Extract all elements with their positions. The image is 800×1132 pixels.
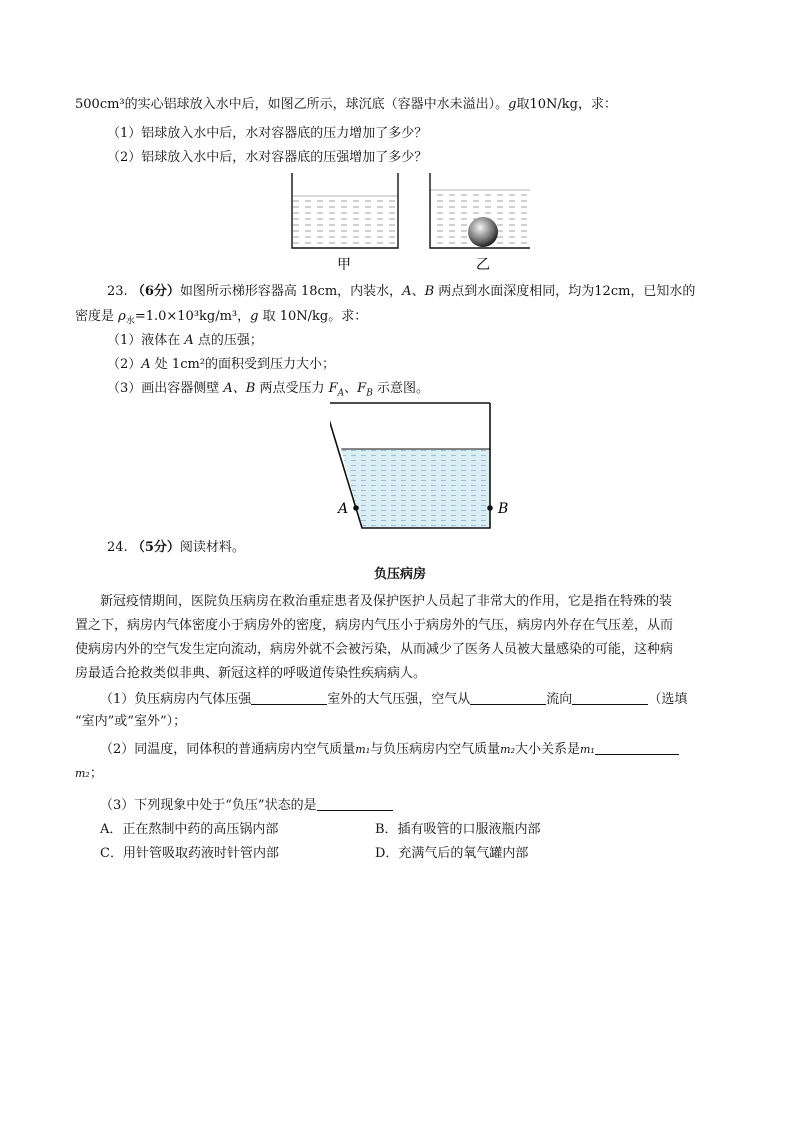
q24-para-line2: 置之下，病房内气体密度小于病房外的密度，病房内气压小于病房外的气压，病房内外存在气压差，从而 bbox=[75, 618, 674, 633]
q23-sub3-c: 示意图。 bbox=[372, 381, 429, 396]
q23-stem-text: 如图所示梯形容器高 18cm，内装水， bbox=[179, 284, 403, 299]
point-a bbox=[353, 505, 359, 511]
q23-sub1 bbox=[107, 331, 263, 351]
water-body bbox=[341, 449, 490, 528]
q22-figure bbox=[280, 168, 530, 278]
q24-option-a[interactable]: A．正在熬制中药的高压锅内部 bbox=[100, 822, 279, 837]
q22-g-value: 取10N/kg，求： bbox=[516, 97, 617, 112]
q23-g-value: 取 10N/kg。求： bbox=[258, 309, 368, 324]
q24-sub1-d: （选填 bbox=[648, 692, 688, 707]
q24-sub2-a: （2）同温度，同体积的普通病房内空气质量 bbox=[100, 742, 356, 757]
label-a: A bbox=[338, 501, 349, 517]
blank-1[interactable] bbox=[251, 690, 327, 705]
q23-sub3-F2: F bbox=[357, 381, 367, 396]
container-jia bbox=[292, 173, 398, 248]
q24-number: 24. bbox=[107, 540, 128, 555]
q24-sub1-c: 流向 bbox=[546, 692, 573, 707]
q24-m1: m₁ bbox=[355, 743, 371, 756]
q23-figure bbox=[330, 398, 520, 538]
q24-sub3 bbox=[100, 796, 393, 816]
q24-points: （5分） bbox=[131, 540, 180, 555]
q22-intro-text: 的实心铝球放入水中后，如图乙所示，球沉底（容器中水未溢出）。 bbox=[124, 97, 509, 112]
aluminum-ball bbox=[468, 217, 498, 247]
q24-option-b[interactable]: B．插有吸管的口服液瓶内部 bbox=[375, 822, 541, 837]
q22-sub1: （1）铝球放入水中后，水对容器底的压力增加了多少？ bbox=[107, 126, 428, 141]
q23-sub3-F: F bbox=[328, 381, 338, 396]
q23-g: g bbox=[250, 309, 259, 324]
fig-label-jia: 甲 bbox=[337, 257, 351, 273]
q23-number: 23. bbox=[107, 284, 128, 299]
q24-sub2 bbox=[100, 740, 679, 760]
q23-sub3-b: 两点受压力 bbox=[255, 381, 329, 396]
q24-para-line3: 使病房内外的空气发生定向流动，病房外就不会被污染，从而减少了医务人员被大量感染的可能，这种病 bbox=[75, 642, 674, 657]
q22-volume: 500cm³ bbox=[75, 97, 125, 112]
q23-stem-text2: 两点到水面深度相同，均为12cm，已知水的 bbox=[434, 284, 696, 299]
blank-4[interactable] bbox=[595, 740, 679, 755]
blank-2[interactable] bbox=[470, 690, 546, 705]
q23-density-value: =1.0×10³kg/m³， bbox=[134, 309, 251, 324]
q23-sub2-b: 处 1cm²的面积受到压力大小； bbox=[150, 357, 336, 372]
q24-sub2-c: 大小关系是 bbox=[514, 742, 580, 757]
q23-sub2 bbox=[107, 355, 335, 375]
q24-sub3-text: （3）下列现象中处于“负压”状态的是 bbox=[100, 798, 317, 813]
blank-3[interactable] bbox=[572, 690, 648, 705]
container-yi bbox=[430, 173, 530, 248]
q24-sub2-end: ； bbox=[89, 766, 103, 781]
q24-m2b: m₂ bbox=[75, 767, 90, 780]
q24-m2: m₂ bbox=[500, 743, 515, 756]
q23-density bbox=[75, 307, 367, 332]
q24-sub1-b: 室外的大气压强，空气从 bbox=[327, 692, 471, 707]
blank-5[interactable] bbox=[317, 796, 393, 811]
q22-intro bbox=[75, 95, 617, 115]
q24-option-d[interactable]: D．充满气后的氧气罐内部 bbox=[375, 846, 529, 861]
q24-sub2-b: 与负压病房内空气质量 bbox=[370, 742, 501, 757]
q23-point-b: B bbox=[424, 284, 435, 299]
q23-sub1-b: 点的压强； bbox=[193, 333, 263, 348]
q24-m1b: m₁ bbox=[580, 743, 595, 756]
q24-sub1-cont: “室内”或“室外”）； bbox=[75, 714, 187, 729]
q23-sub1-a: （1）液体在 bbox=[107, 333, 185, 348]
q23-sep: 、 bbox=[411, 284, 425, 299]
q24-para-line4: 房最适合抢救类似非典、新冠这样的呼吸道传染性疾病病人。 bbox=[75, 666, 427, 681]
q24-para-line1: 新冠疫情期间，医院负压病房在救治重症患者及保护医护人员起了非常大的作用，它是指在特殊的装 bbox=[100, 594, 673, 609]
q22-sub2: （2）铝球放入水中后，水对容器底的压强增加了多少？ bbox=[107, 150, 428, 165]
q23-density-label: 密度是 bbox=[75, 309, 119, 324]
q23-sub3-FA: A bbox=[337, 388, 345, 399]
q24-article-title: 负压病房 bbox=[373, 567, 426, 582]
fig-label-yi: 乙 bbox=[476, 257, 490, 273]
label-b: B bbox=[498, 501, 509, 517]
q23-sub2-a: （2） bbox=[107, 357, 142, 372]
q23-sub1-A: A bbox=[184, 333, 194, 348]
q22-g-symbol: g bbox=[508, 97, 517, 112]
q24-option-c[interactable]: C．用针管吸取药液时针管内部 bbox=[100, 846, 279, 861]
q23-sub2-A: A bbox=[141, 357, 151, 372]
q24-sub1-a: （1）负压病房内气体压强 bbox=[100, 692, 252, 707]
q23-point-a: A bbox=[402, 284, 412, 299]
q23-sub3-FB: B bbox=[366, 388, 373, 399]
q24-stem-text: 阅读材料。 bbox=[179, 540, 245, 555]
q24-sub2-cont bbox=[75, 764, 103, 784]
q24-sub1 bbox=[100, 690, 687, 710]
q23-stem bbox=[107, 282, 695, 302]
q24-stem bbox=[107, 538, 245, 558]
q23-sub3-a: （3）画出容器侧壁 bbox=[107, 381, 224, 396]
q23-sub3-sep: 、 bbox=[344, 381, 358, 396]
point-b bbox=[487, 505, 493, 511]
q23-rho: ρ bbox=[118, 309, 126, 324]
q23-sub3-AB: A、B bbox=[223, 381, 256, 396]
q23-points: （6分） bbox=[131, 284, 180, 299]
q23-rho-sub: 水 bbox=[125, 316, 135, 327]
